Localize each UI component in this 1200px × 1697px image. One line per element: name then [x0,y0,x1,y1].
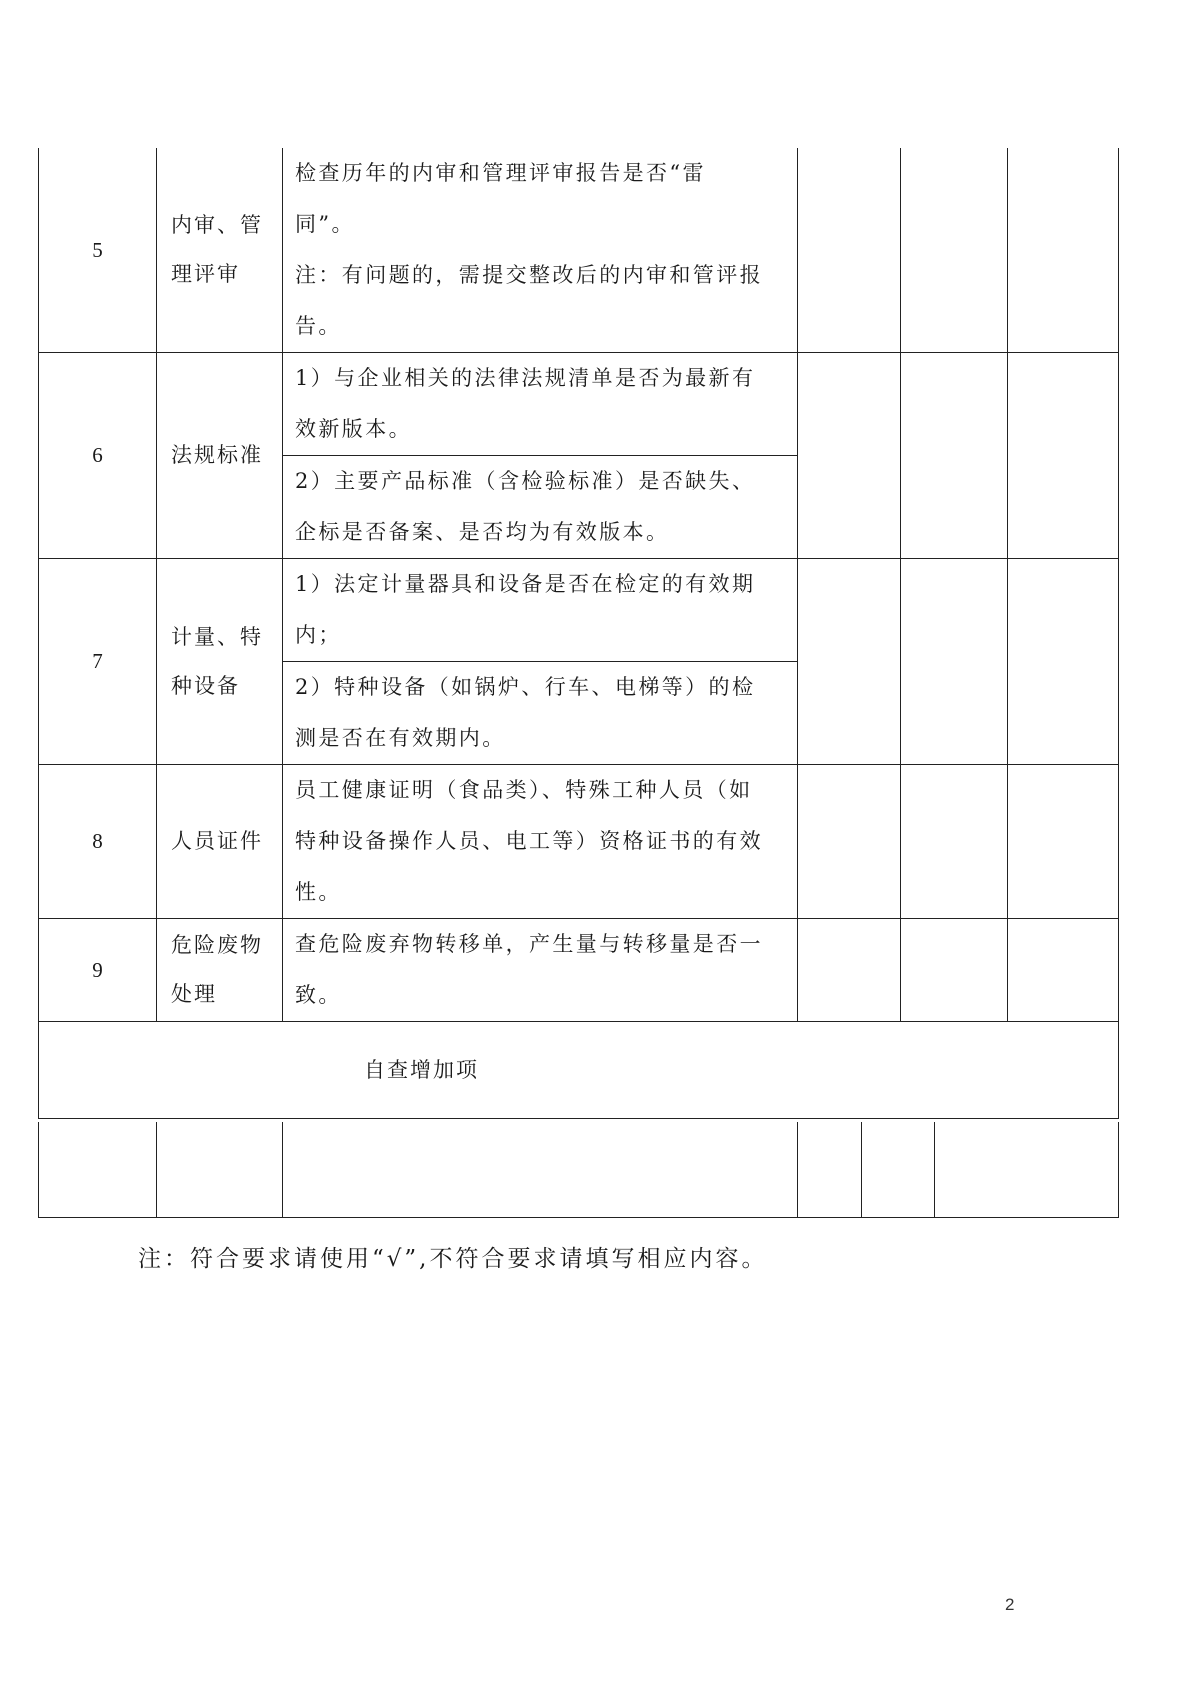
item-number: 5 [39,148,157,353]
check-content: 2）主要产品标准（含检验标准）是否缺失、 企标是否备案、是否均为有效版本。 [283,456,798,559]
added-section-title-cell [39,1022,1119,1119]
result-cell[interactable] [901,353,1008,559]
check-item-name: 计量、特 种设备 [157,559,283,765]
blank-cell[interactable] [157,1122,283,1218]
table-row [39,148,1119,353]
added-items-table [38,1122,1119,1218]
result-cell[interactable] [1008,919,1119,1022]
result-cell[interactable] [798,353,901,559]
result-cell[interactable] [1008,559,1119,765]
item-number: 8 [39,765,157,919]
result-cell[interactable] [798,765,901,919]
result-cell[interactable] [901,765,1008,919]
result-cell[interactable] [901,148,1008,353]
result-cell[interactable] [798,148,901,353]
result-cell[interactable] [1008,353,1119,559]
check-item-name: 法规标准 [157,353,283,559]
result-cell[interactable] [901,559,1008,765]
result-cell[interactable] [1008,148,1119,353]
result-cell[interactable] [1008,765,1119,919]
check-content: 查危险废弃物转移单，产生量与转移量是否一 致。 [283,919,798,1022]
result-cell[interactable] [798,559,901,765]
table-row [39,1022,1119,1119]
result-cell[interactable] [901,919,1008,1022]
table-row [39,919,1119,1022]
check-content: 检查历年的内审和管理评审报告是否“雷 同”。 注：有问题的，需提交整改后的内审和管评报 告。 [283,148,798,353]
check-item-name: 内审、管 理评审 [157,148,283,353]
blank-cell[interactable] [862,1122,935,1218]
item-number: 6 [39,353,157,559]
check-content: 2）特种设备（如锅炉、行车、电梯等）的检 测是否在有效期内。 [283,662,798,765]
table-row [39,353,1119,456]
item-number: 7 [39,559,157,765]
check-content: 1）法定计量器具和设备是否在检定的有效期 内； [283,559,798,662]
added-section-title: 自查增加项 [364,1057,479,1082]
page-number: 2 [1005,1595,1015,1614]
table-row [39,765,1119,919]
check-item-name: 危险废物 处理 [157,919,283,1022]
table-row [39,559,1119,662]
checklist-table [38,148,1119,1119]
footnote: 注：符合要求请使用“√”,不符合要求请填写相应内容。 [138,1246,768,1272]
item-number: 9 [39,919,157,1022]
blank-cell[interactable] [798,1122,862,1218]
blank-cell[interactable] [283,1122,798,1218]
table-row [39,1122,1119,1218]
check-content: 员工健康证明（食品类）、特殊工种人员（如 特种设备操作人员、电工等）资格证书的有效 性。 [283,765,798,919]
blank-cell[interactable] [39,1122,157,1218]
check-content: 1）与企业相关的法律法规清单是否为最新有 效新版本。 [283,353,798,456]
result-cell[interactable] [798,919,901,1022]
blank-cell[interactable] [935,1122,1119,1218]
check-item-name: 人员证件 [157,765,283,919]
